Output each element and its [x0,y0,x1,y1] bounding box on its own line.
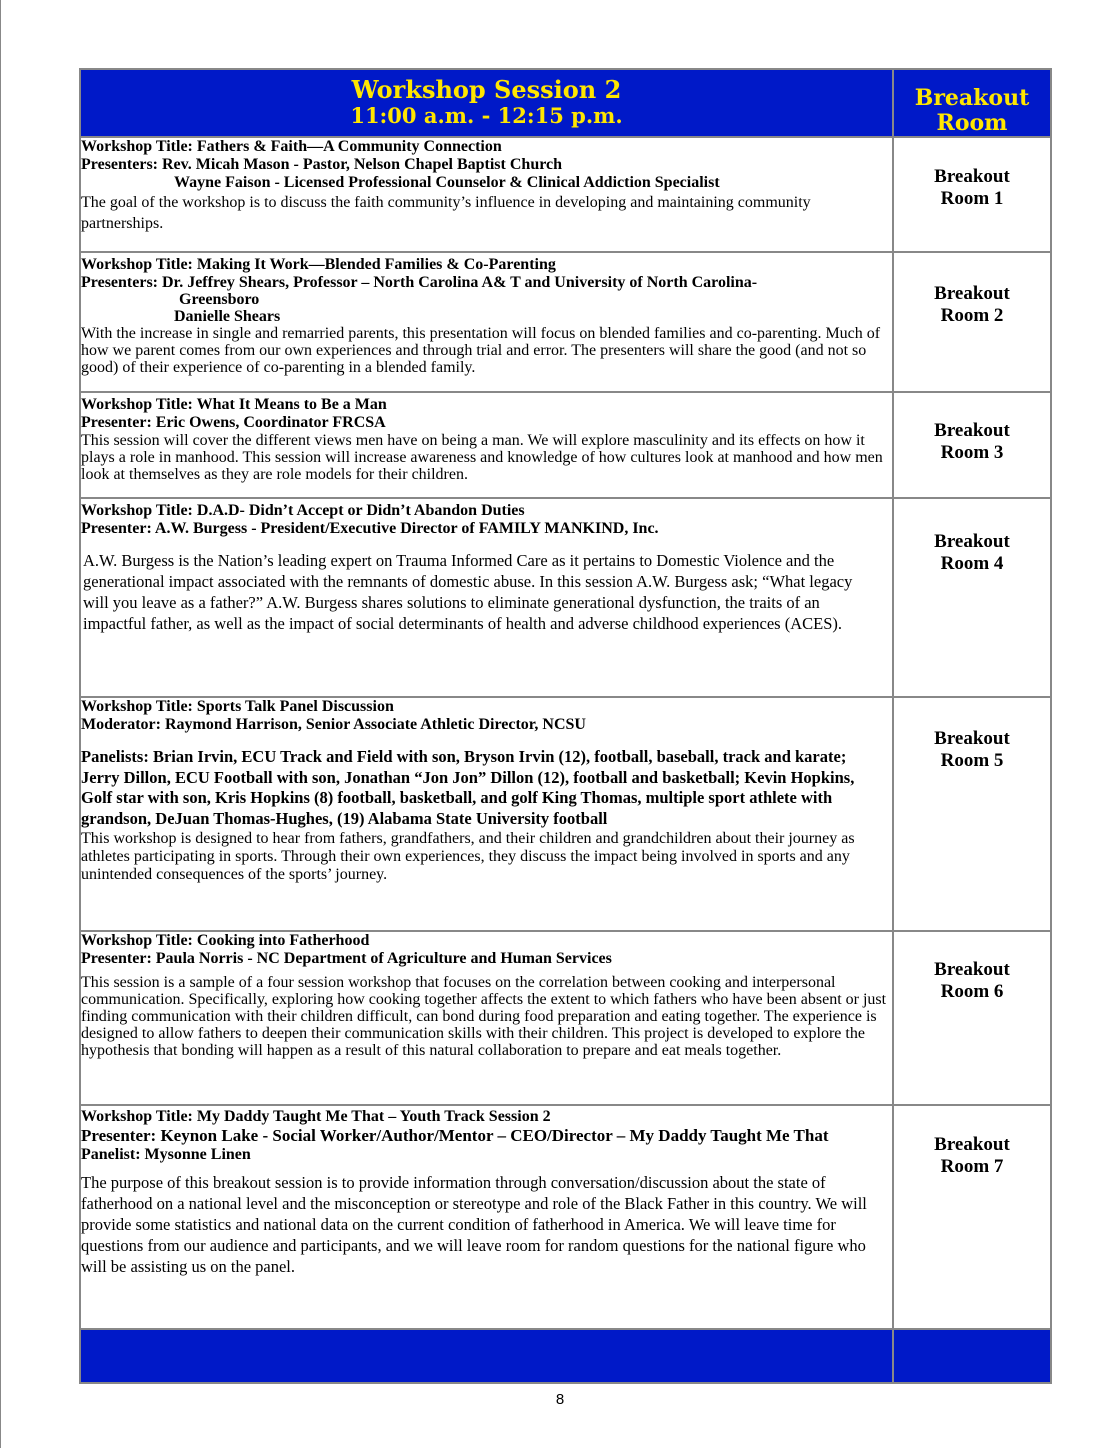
header-row [80,69,1051,137]
breakout-room: Breakout Room 1 [893,137,1051,252]
workshop-row [80,498,1051,697]
workshop-details [80,498,893,697]
breakout-room: Breakout Room 3 [893,392,1051,498]
workshop-presenters: Presenter: Eric Owens, Coordinator FRCSA [81,414,386,431]
workshop-row [80,137,1051,252]
workshop-description: This session will cover the different views men have on being a man. We will explore masculinity and its effects on how it plays a role in manhood. This session will increase awareness and knowledge of how cultures look at manhood and how men look at themselves as they are role models for their children. [81,432,883,483]
workshop-details [80,252,893,392]
workshop-row [80,931,1051,1105]
workshop-row [80,697,1051,931]
session-header [80,69,893,137]
workshop-details [80,1105,893,1329]
workshop-presenters: Wayne Faison - Licensed Professional Counselor & Clinical Addiction Specialist [174,174,720,191]
room-header-label: Breakout Room [914,85,1030,136]
workshop-details [80,392,893,498]
room-header [893,69,1051,137]
workshop-title: Workshop Title: Fathers & Faith—A Community Connection [81,138,502,155]
breakout-room: Breakout Room 2 [893,252,1051,392]
workshop-title: Workshop Title: Cooking into Fatherhood [81,932,370,949]
breakout-room: Breakout Room 4 [893,498,1051,697]
workshop-details [80,697,893,931]
workshop-title: Workshop Title: Making It Work—Blended Families & Co-Parenting [81,256,556,273]
footer-band [80,1329,893,1383]
workshop-row [80,252,1051,392]
workshop-moderator: Moderator: Raymond Harrison, Senior Associate Athletic Director, NCSU [81,716,586,733]
page-number: 8 [555,1391,565,1408]
session-title: Workshop Session 2 [351,75,622,104]
footer-band [893,1329,1051,1383]
breakout-room: Breakout Room 6 [893,931,1051,1105]
workshop-schedule-table [79,68,1052,1384]
workshop-description: With the increase in single and remarried parents, this presentation will focus on blended families and co-parenting. Much of how we parent comes from our own experiences and through trial and error. The presenters will share the good (and not so good) of their experience of co-parenting in a blended family. [81,325,881,376]
workshop-presenters: Presenter: Keynon Lake - Social Worker/Author/Mentor – CEO/Director – My Daddy Taught Me That [81,1126,829,1145]
workshop-description: This workshop is designed to hear from fathers, grandfathers, and their children and grandchildren about their journey as athletes participating in sports. Through their own experiences, they discuss the impact being involved in sports and any unintended consequences of the sports’ journey. [81,830,855,883]
page-edge [0,0,1,1448]
workshop-description: The goal of the workshop is to discuss the faith community’s influence in developing and maintaining community partnerships. [81,194,811,232]
workshop-title: Workshop Title: Sports Talk Panel Discussion [81,698,394,715]
workshop-presenters: Danielle Shears [174,308,281,325]
workshop-title: Workshop Title: What It Means to Be a Man [81,396,387,413]
workshop-description: This session is a sample of a four session workshop that focuses on the correlation between cooking and interpersonal communication. Specifically, exploring how cooking together affects the extent to which fathers who have been absent or just finding communication with their children difficult, can bond during food preparation and eating together. The experience is designed to allow fathers to deepen their communication skills with their children. This project is developed to explore the hypothesis that bonding will happen as a result of this natural collaboration to prepare and eat meals together. [81,974,887,1059]
workshop-title: Workshop Title: My Daddy Taught Me That – Youth Track Session 2 [81,1108,551,1125]
workshop-title: Workshop Title: D.A.D- Didn’t Accept or Didn’t Abandon Duties [81,502,525,519]
workshop-panelists: Panelist: Mysonne Linen [81,1146,251,1163]
workshop-presenters: Presenters: Rev. Micah Mason - Pastor, Nelson Chapel Baptist Church [81,156,563,173]
workshop-presenters: Greensboro [179,291,260,308]
workshop-description: The purpose of this breakout session is to provide information through conversation/discussion about the state of fatherhood on a national level and the misconception or stereotype and role of the Black Father in this country. We will provide some statistics and national data on the current condition of fatherhood in America. We will leave time for questions from our audience and participants, and we will leave room for random questions for the national figure who will be assisting us on the panel. [81,1173,867,1276]
session-time: 11:00 a.m. - 12:15 p.m. [350,103,623,128]
breakout-room: Breakout Room 5 [893,697,1051,931]
workshop-presenters: Presenters: Dr. Jeffrey Shears, Professor – North Carolina A& T and University of North Carolina- [81,274,758,291]
workshop-details [80,931,893,1105]
workshop-presenters: Presenter: Paula Norris - NC Department of Agriculture and Human Services [81,950,612,967]
workshop-row [80,392,1051,498]
workshop-panelists: Panelists: Brian Irvin, ECU Track and Field with son, Bryson Irvin (12), football, baseball, track and karate; Jerry Dillon, ECU Football with son, Jonathan “Jon Jon” Dillon (12), football and basketball; Kevin Hopkins, Golf star with son, Kris Hopkins (8) football, basketball, and golf King Thomas, multiple sport athlete with grandson, DeJuan Thomas-Hughes, (19) Alabama State University football [81,747,855,828]
footer-row [80,1329,1051,1383]
breakout-room: Breakout Room 7 [893,1105,1051,1329]
workshop-details [80,137,893,252]
workshop-presenters: Presenter: A.W. Burgess - President/Executive Director of FAMILY MANKIND, Inc. [81,520,659,537]
workshop-row [80,1105,1051,1329]
workshop-description: A.W. Burgess is the Nation’s leading expert on Trauma Informed Care as it pertains to Domestic Violence and the generational impact associated with the remnants of domestic abuse. In this session A.W. Burgess ask; “What legacy will you leave as a father?” A.W. Burgess shares solutions to eliminate generational dysfunction, the traits of an impactful father, as well as the impact of social determinants of health and adverse childhood experiences (ACES). [83,551,853,633]
